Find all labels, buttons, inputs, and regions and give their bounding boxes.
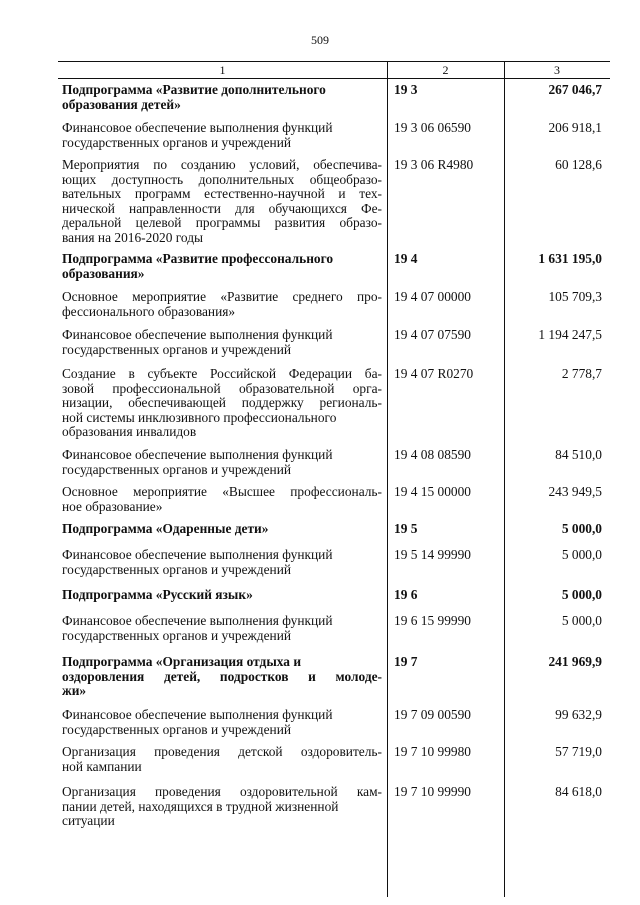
column-header-2: 2	[442, 63, 449, 77]
row-name	[62, 588, 382, 603]
row-code: 19 5	[394, 521, 418, 536]
row-name-line: жи»	[62, 683, 87, 699]
column-divider-1	[387, 62, 388, 897]
row-code: 19 4 07 07590	[394, 327, 471, 342]
row-name	[62, 290, 382, 319]
row-name-line: государственных органов и учреждений	[62, 721, 292, 737]
row-name-line: пании детей, находящихся в трудной жизненной	[62, 798, 339, 814]
row-code: 19 3 06 06590	[394, 120, 471, 135]
row-name	[62, 158, 382, 246]
row-name-line: Создание в субъекте Российской Федерации ба-	[62, 366, 382, 381]
row-name	[62, 252, 382, 281]
row-amount: 1 631 195,0	[538, 251, 602, 266]
row-name-line: Мероприятия по созданию условий, обеспечива-	[62, 157, 382, 172]
header-bottom-rule	[58, 78, 610, 79]
row-code: 19 6	[394, 587, 418, 602]
row-amount: 99 632,9	[555, 707, 602, 722]
row-code: 19 4 08 08590	[394, 447, 471, 462]
row-name-line: фессионального образования»	[62, 303, 236, 319]
row-amount: 241 969,9	[548, 654, 602, 669]
row-name	[62, 367, 382, 440]
row-name-line: Основное мероприятие «Высшее профессиональ-	[62, 484, 382, 499]
row-name-line: образования инвалидов	[62, 424, 197, 440]
row-name-line: Подпрограмма «Одаренные дети»	[62, 521, 269, 536]
row-amount: 206 918,1	[548, 120, 602, 135]
row-name	[62, 708, 382, 737]
row-name	[62, 83, 382, 112]
column-divider-2	[504, 62, 505, 897]
row-code: 19 3 06 R4980	[394, 157, 474, 172]
row-name-line: Финансовое обеспечение выполнения функций	[62, 447, 333, 462]
row-code: 19 7 10 99990	[394, 784, 471, 799]
column-header-3: 3	[554, 63, 560, 77]
row-name-line: ситуации	[62, 813, 115, 829]
row-amount: 243 949,5	[548, 484, 602, 499]
row-name-line: нической направленности для обучающихся Фе-	[62, 200, 382, 216]
row-amount: 267 046,7	[548, 82, 602, 97]
row-code: 19 7	[394, 654, 418, 669]
row-amount: 60 128,6	[555, 157, 602, 172]
row-name-line: Финансовое обеспечение выполнения функций	[62, 120, 333, 135]
row-name-line: образования»	[62, 265, 145, 281]
row-name-line: Финансовое обеспечение выполнения функций	[62, 547, 333, 562]
row-name-line: государственных органов и учреждений	[62, 341, 292, 357]
row-code: 19 5 14 99990	[394, 547, 471, 562]
row-code: 19 4 07 00000	[394, 289, 471, 304]
row-name	[62, 785, 382, 829]
row-amount: 2 778,7	[561, 366, 602, 381]
row-name-line: Финансовое обеспечение выполнения функций	[62, 327, 333, 342]
row-name-line: вательных программ естественно-научной и тех-	[62, 186, 382, 202]
row-code: 19 7 10 99980	[394, 744, 471, 759]
row-amount: 5 000,0	[561, 547, 602, 562]
row-name	[62, 328, 382, 357]
row-name-line: Подпрограмма «Развитие профессонального	[62, 251, 334, 266]
row-name-line: государственных органов и учреждений	[62, 134, 292, 150]
row-name-line: ной кампании	[62, 758, 142, 774]
row-amount: 5 000,0	[561, 587, 602, 602]
row-name-line: ное образование»	[62, 498, 163, 514]
row-amount: 105 709,3	[548, 289, 602, 304]
row-name-line: вания на 2016-2020 годы	[62, 229, 204, 245]
row-name-line: Основное мероприятие «Развитие среднего про-	[62, 289, 382, 304]
row-amount: 1 194 247,5	[538, 327, 602, 342]
row-name-line: зовой профессиональной образовательной орга-	[62, 380, 382, 396]
row-name-line: государственных органов и учреждений	[62, 461, 292, 477]
row-amount: 84 618,0	[555, 784, 602, 799]
row-name	[62, 655, 382, 699]
row-code: 19 4 15 00000	[394, 484, 471, 499]
row-name-line: ной системы инклюзивного профессионального	[62, 409, 337, 425]
row-name-line: оздоровления детей, подростков и молоде-	[62, 668, 382, 684]
row-code: 19 6 15 99990	[394, 613, 471, 628]
row-name-line: Финансовое обеспечение выполнения функций	[62, 613, 333, 628]
row-amount: 5 000,0	[561, 521, 602, 536]
row-name-line: низации, обеспечивающей поддержку региональ-	[62, 395, 382, 411]
row-amount: 5 000,0	[561, 613, 602, 628]
row-amount: 84 510,0	[555, 447, 602, 462]
page-number: 509	[311, 33, 329, 47]
row-name-line: Подпрограмма «Русский язык»	[62, 587, 253, 602]
row-name-line: Организация проведения детской оздоровитель-	[62, 744, 382, 759]
row-name-line: Организация проведения оздоровительной кам-	[62, 784, 382, 799]
row-code: 19 4 07 R0270	[394, 366, 474, 381]
column-header-1: 1	[219, 63, 226, 77]
row-name-line: образования детей»	[62, 96, 181, 112]
row-name	[62, 548, 382, 577]
row-name	[62, 614, 382, 643]
row-name-line: государственных органов и учреждений	[62, 561, 292, 577]
row-name-line: Подпрограмма «Организация отдыха и	[62, 654, 302, 669]
row-name	[62, 745, 382, 774]
row-name	[62, 448, 382, 477]
row-name	[62, 121, 382, 150]
row-name	[62, 522, 382, 537]
row-code: 19 3	[394, 82, 418, 97]
row-name-line: Подпрограмма «Развитие дополнительного	[62, 82, 326, 97]
row-name-line: государственных органов и учреждений	[62, 627, 292, 643]
row-name-line: ющих доступность дополнительных общеобразо-	[62, 171, 382, 187]
row-code: 19 4	[394, 251, 418, 266]
row-name-line: Финансовое обеспечение выполнения функций	[62, 707, 333, 722]
row-name-line: деральной целевой программы развития образо-	[62, 215, 382, 231]
row-name	[62, 485, 382, 514]
row-amount: 57 719,0	[555, 744, 602, 759]
row-code: 19 7 09 00590	[394, 707, 471, 722]
